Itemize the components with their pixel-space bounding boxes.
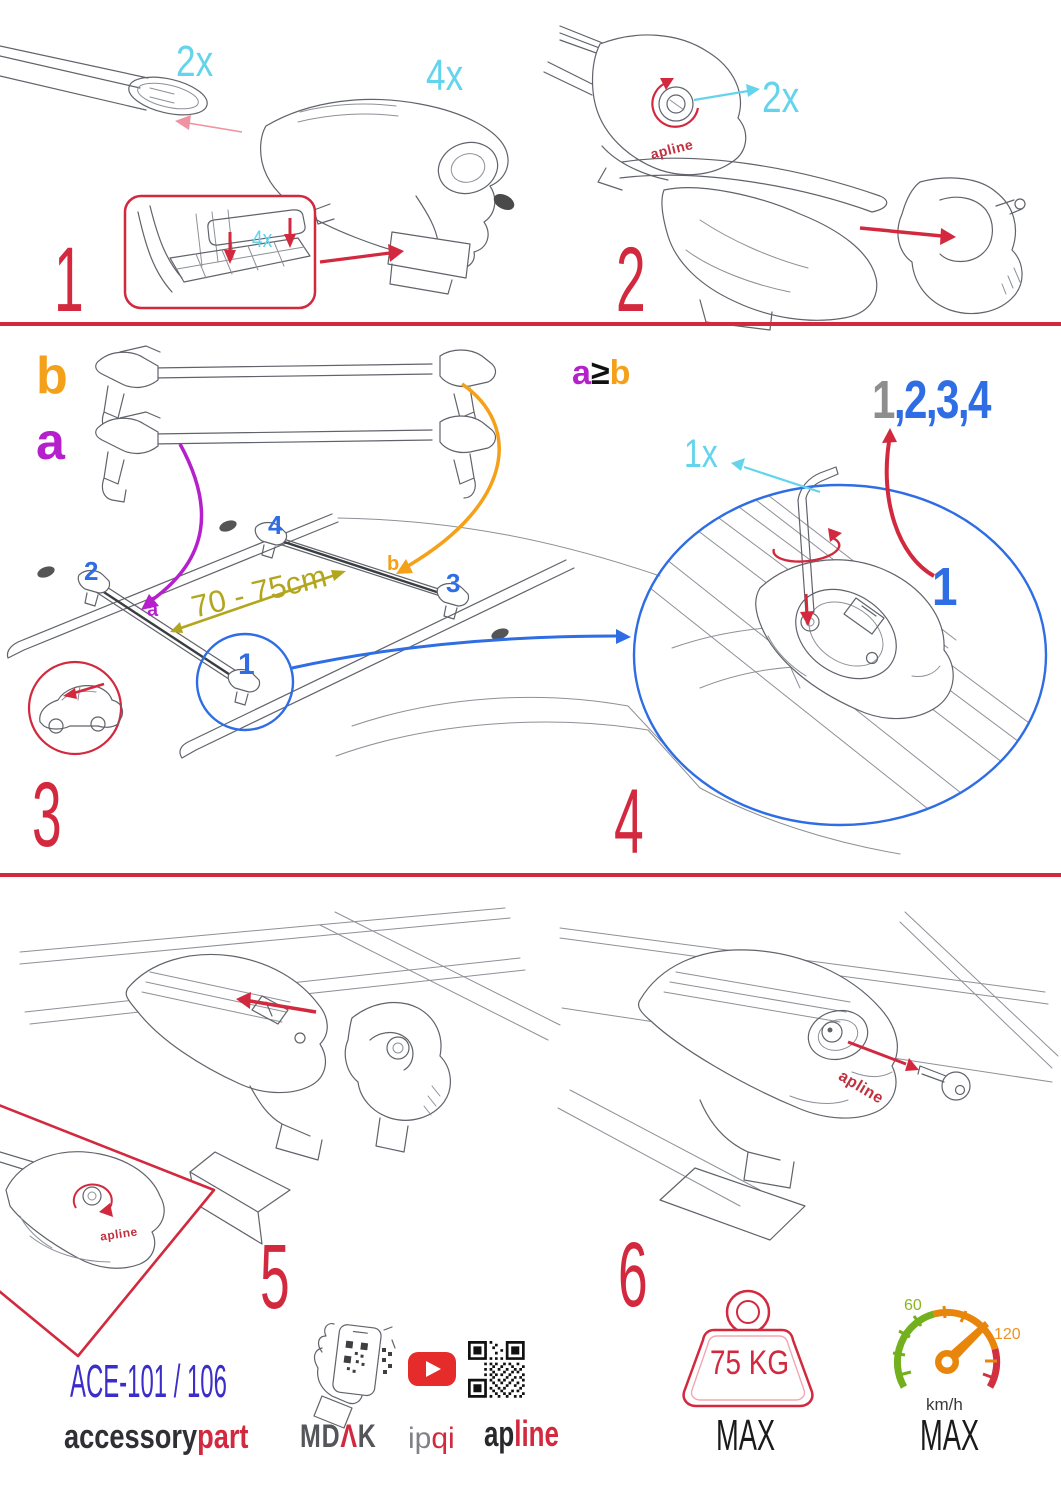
roof-position-4: 4 [268,510,283,540]
step1-pad-inset [125,196,315,308]
ipqi-red: qi [431,1422,455,1455]
gauge-120-label: 120 [994,1326,1021,1343]
step2-bar-endcap-illustration [620,158,1025,330]
step2-number: 2 [616,229,646,331]
step5-inset [0,1096,214,1356]
speedometer-icon [893,1306,997,1387]
clamp-brand-logo: apline [648,135,695,163]
roof-position-1: 1 [238,648,255,681]
qr-code [468,1341,525,1398]
detail-ref-number: 1 [932,557,958,617]
position-a-label: a [147,599,159,621]
clamp-brand-logo: apline [99,1224,139,1244]
youtube-icon [408,1352,456,1386]
sequence-label [872,370,990,430]
roof-position-2: 2 [84,556,99,586]
length-rule-label [572,356,630,390]
bar-b-label: b [36,347,68,405]
step2-foot-knob-illustration [544,26,760,190]
apline-red: line [514,1413,559,1454]
divider-bottom [0,873,1061,877]
clamp-brand-logo: apline [835,1067,887,1108]
bar-quantity-label: 2x [176,37,214,86]
step4-detail-view [634,428,1052,828]
step6-number: 6 [618,1224,648,1326]
step6-key-illustration [558,912,1058,1240]
step3-car-inset [29,662,123,754]
roof-position-3: 3 [446,568,461,598]
bar-spacing-label: 70 - 75cm [187,558,331,625]
speed-unit-label: km/h [926,1395,963,1414]
divider-top [0,322,1061,326]
mdak-k: K [357,1418,377,1454]
step5-number: 5 [260,1226,290,1328]
sequence-rest: ,2,3,4 [893,370,990,430]
max-weight-value: 75 KG [710,1344,790,1382]
sequence-first: 1 [872,370,894,430]
max-weight-label: MAX [716,1411,776,1460]
step3-detail-callout [197,629,631,730]
ipqi-logo [408,1424,455,1454]
step3-roof-illustration [7,510,900,854]
step3-number: 3 [32,764,62,866]
step3-bars-ab [96,346,496,502]
foot-quantity-label: 4x [426,51,464,100]
rule-gte: ≥ [590,354,610,392]
mdak-logo [300,1420,377,1452]
step1-number: 1 [54,229,84,331]
phone-scan-icon [314,1324,395,1428]
product-model: ACE-101 / 106 [70,1355,227,1407]
mdak-md: MD [300,1418,341,1454]
mdak-lambda: Λ [340,1418,358,1454]
rule-b: b [609,354,631,392]
apline-black: ap [484,1413,515,1454]
apline-logo [484,1413,559,1454]
rule-a: a [572,354,591,392]
step4-number: 4 [614,771,644,873]
pad-quantity-label: 4x [252,226,273,253]
accessorypart-black: accessory [64,1418,198,1456]
position-b-label: b [387,553,400,575]
max-speed-label: MAX [920,1411,980,1460]
accessorypart-red: part [197,1418,249,1456]
bar-a-label: a [36,413,65,471]
accessorypart-logo [64,1420,248,1454]
knob-quantity-label: 2x [762,73,800,122]
gauge-60-label: 60 [904,1297,922,1314]
key-quantity-label: 1x [684,432,718,476]
ipqi-gray: ip [408,1422,432,1455]
